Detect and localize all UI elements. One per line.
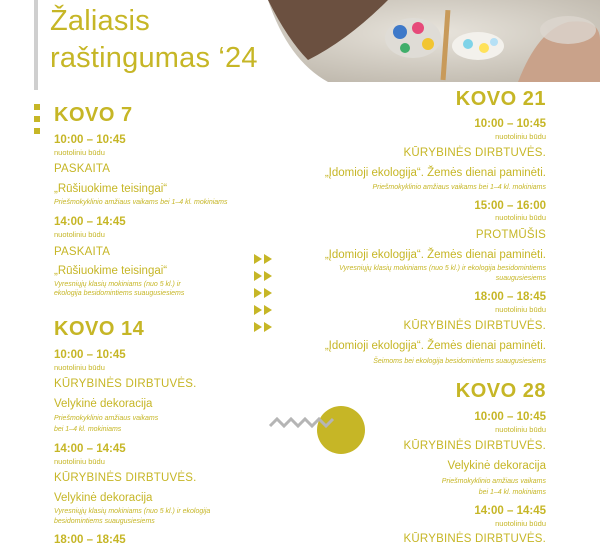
event-audience-line2: ekologija besidomintiems suaugusiesiems — [54, 290, 185, 297]
event-title: Velykinė dekoracija — [447, 460, 546, 472]
event-time: 10:00 – 10:45 — [474, 411, 546, 423]
event-audience-line1: Priešmokyklinio amžiaus vaikams — [441, 478, 546, 485]
event-title: Velykinė dekoracija — [54, 398, 153, 410]
triangle-right-icon — [254, 305, 262, 315]
event-type: KŪRYBINĖS DIRBTUVĖS. — [54, 472, 197, 484]
event-title: „Rūšiuokime teisingai“ — [54, 183, 168, 195]
triangle-right-icon — [264, 305, 272, 315]
event-time: 14:00 – 14:45 — [54, 216, 126, 228]
event-audience-line1: Vyresniųjų klasių mokiniams (nuo 5 kl.) ir ekologija besidomintiems — [339, 265, 546, 272]
day-heading-kovo28: KOVO 28 — [455, 380, 546, 402]
triangle-right-icon — [264, 254, 272, 264]
bullet-square — [34, 128, 40, 134]
event-audience-line2: suaugusiesiems — [495, 275, 546, 282]
event-time: 14:00 – 14:45 — [474, 505, 546, 517]
event-title: „Įdomioji ekologija“. Žemės dienai paminėti. — [324, 340, 546, 352]
event-type: PASKAITA — [54, 246, 111, 258]
event-mode: nuotoliniu būdu — [495, 132, 546, 141]
event-time: 14:00 – 14:45 — [54, 443, 126, 455]
page-title-line2: raštingumas ‘24 — [50, 42, 258, 74]
triangle-right-icon — [254, 322, 262, 332]
triangle-right-icon — [264, 322, 272, 332]
event-mode: nuotoliniu būdu — [54, 230, 105, 239]
filled-circle-icon — [317, 406, 365, 454]
event-audience-line1: Vyresniųjų klasių mokiniams (nuo 5 kl.) ir — [54, 281, 181, 288]
event-title: „Įdomioji ekologija“. Žemės dienai paminėti. — [324, 167, 546, 179]
event-audience-line1: Priešmokyklinio amžiaus vaikams — [54, 415, 159, 422]
day-heading-kovo21: KOVO 21 — [455, 88, 546, 110]
event-mode: nuotoliniu būdu — [495, 519, 546, 528]
triangle-right-icon — [254, 288, 262, 298]
event-mode: nuotoliniu būdu — [495, 213, 546, 222]
event-time: 10:00 – 10:45 — [474, 118, 546, 130]
event-title: „Įdomioji ekologija“. Žemės dienai paminėti. — [324, 249, 546, 261]
event-type: KŪRYBINĖS DIRBTUVĖS. — [54, 378, 197, 390]
bullet-square — [34, 116, 40, 122]
triangle-right-icon — [254, 254, 262, 264]
event-audience: Priešmokyklinio amžiaus vaikams bei 1–4 kl. mokiniams — [54, 199, 228, 206]
event-type: KŪRYBINĖS DIRBTUVĖS. — [403, 147, 546, 159]
day-heading-kovo14: KOVO 14 — [54, 318, 145, 340]
header-divider — [34, 0, 38, 90]
event-time: 10:00 – 10:45 — [54, 134, 126, 146]
event-audience-line2: bei 1–4 kl. mokiniams — [478, 489, 546, 496]
event-mode: nuotoliniu būdu — [54, 457, 105, 466]
wave-circle-decoration — [268, 402, 368, 458]
triangle-right-icon — [254, 271, 262, 281]
event-audience: Priešmokyklinio amžiaus vaikams bei 1–4 kl. mokiniams — [372, 184, 546, 191]
event-type: PASKAITA — [54, 163, 111, 175]
bullet-square — [34, 104, 40, 110]
event-title: Velykinė dekoracija — [54, 492, 153, 504]
event-type: KŪRYBINĖS DIRBTUVĖS. — [403, 320, 546, 332]
event-type: KŪRYBINĖS DIRBTUVĖS. — [403, 533, 546, 545]
event-time: 10:00 – 10:45 — [54, 349, 126, 361]
event-mode: nuotoliniu būdu — [54, 148, 105, 157]
event-type: PROTMŪŠIS — [475, 229, 546, 241]
event-audience-line1: Vyresniųjų klasių mokiniams (nuo 5 kl.) ir ekologija — [54, 508, 211, 515]
event-time: 18:00 – 18:45 — [474, 291, 546, 303]
event-mode: nuotoliniu būdu — [495, 305, 546, 314]
painting-photo-illustration — [268, 0, 600, 82]
triangle-right-icon — [264, 288, 272, 298]
event-audience-line2: besidomintiems suaugusiesiems — [54, 518, 155, 525]
header-photo — [268, 0, 600, 82]
event-time: 18:00 – 18:45 — [54, 534, 126, 546]
event-time: 15:00 – 16:00 — [474, 200, 546, 212]
page-title-line1: Žaliasis — [50, 5, 150, 37]
event-type: KŪRYBINĖS DIRBTUVĖS. — [403, 440, 546, 452]
event-audience: Šeimoms bei ekologija besidomintiems suaugusiesiems — [373, 358, 546, 365]
event-mode: nuotoliniu būdu — [54, 363, 105, 372]
event-title: „Rūšiuokime teisingai“ — [54, 265, 168, 277]
day-heading-kovo7: KOVO 7 — [54, 104, 133, 126]
event-mode: nuotoliniu būdu — [495, 425, 546, 434]
event-audience-line2: bei 1–4 kl. mokiniams — [54, 426, 122, 433]
